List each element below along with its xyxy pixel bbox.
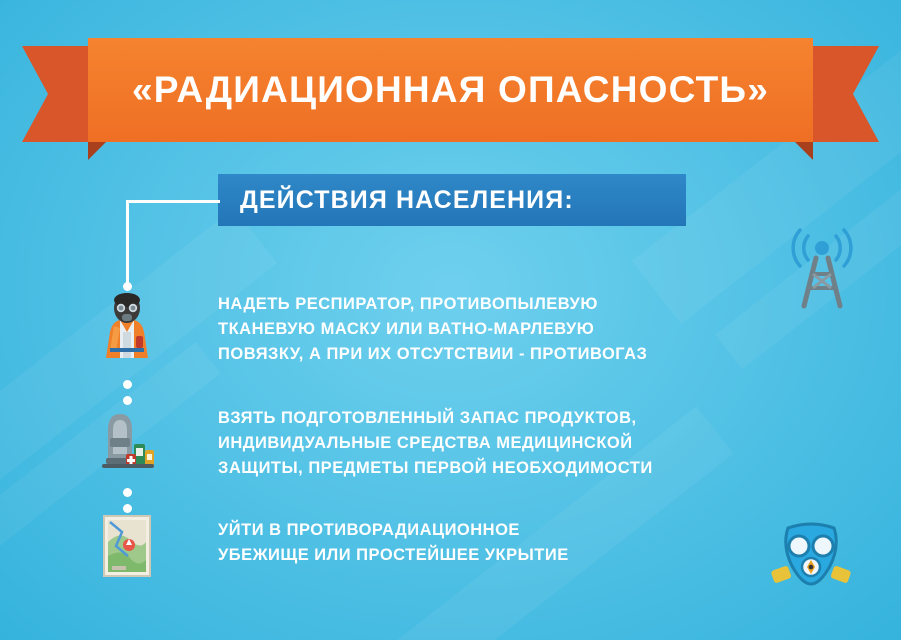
action-item-1-line-3: ПОВЯЗКУ, А ПРИ ИХ ОТСУТСТВИИ - ПРОТИВОГАЗ [218,345,648,363]
action-item-3-line-1: УЙТИ В ПРОТИВОРАДИАЦИОННОЕ [218,521,520,539]
action-item-2-line-3: ЗАЩИТЫ, ПРЕДМЕТЫ ПЕРВОЙ НЕОБХОДИМОСТИ [218,459,653,477]
connector-dot [123,380,132,389]
person-respirator-icon [96,292,158,362]
connector-dot [123,488,132,497]
action-item-3-line-2: УБЕЖИЩЕ ИЛИ ПРОСТЕЙШЕЕ УКРЫТИЕ [218,546,569,564]
action-item-1-line-1: НАДЕТЬ РЕСПИРАТОР, ПРОТИВОПЫЛЕВУЮ [218,295,598,313]
title-ribbon [0,38,901,148]
connector-vertical [126,200,129,286]
page-title: «РАДИАЦИОННАЯ ОПАСНОСТЬ» [132,69,769,110]
action-item-2 [218,406,653,481]
action-item-1-line-2: ТКАНЕВУЮ МАСКУ ИЛИ ВАТНО-МАРЛЕВУЮ [218,320,595,338]
action-item-2-line-1: ВЗЯТЬ ПОДГОТОВЛЕННЫЙ ЗАПАС ПРОДУКТОВ, [218,409,637,427]
action-item-1 [218,292,647,367]
subtitle-banner [218,174,686,226]
ribbon-fold-right [795,142,813,160]
action-item-2-line-2: ИНДИВИДУАЛЬНЫЕ СРЕДСТВА МЕДИЦИНСКОЙ [218,434,633,452]
connector-horizontal [126,200,220,203]
subtitle-text: ДЕЙСТВИЯ НАСЕЛЕНИЯ: [240,185,574,214]
backpack-supplies-icon [96,404,158,474]
ribbon-body [88,38,813,142]
action-item-3 [218,518,569,568]
ribbon-fold-left [88,142,106,160]
map-shelter-icon [96,512,158,582]
gas-mask-icon [768,520,854,596]
radio-tower-icon [786,228,858,310]
connector-dot [123,282,132,291]
